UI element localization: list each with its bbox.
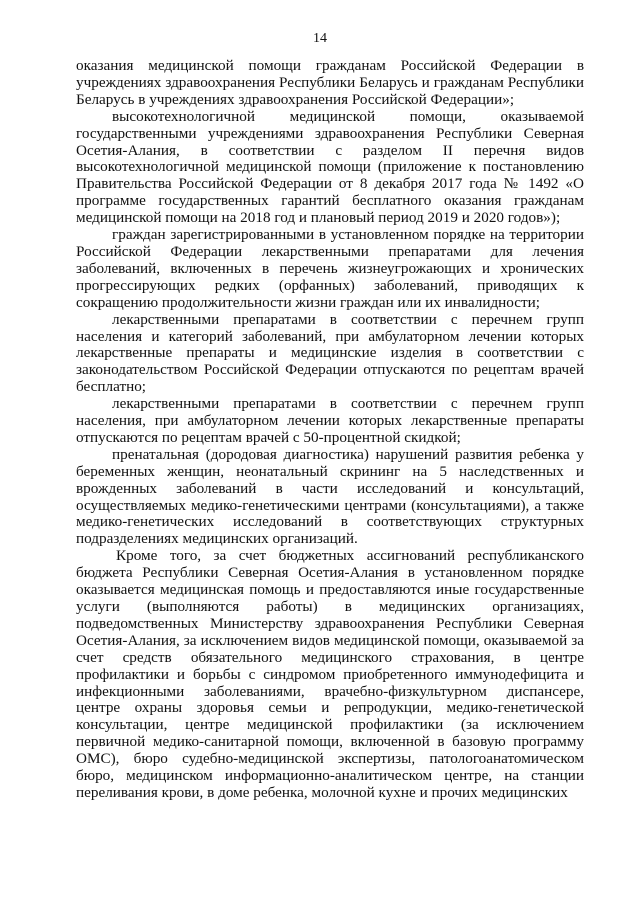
- paragraph-continuation: оказания медицинской помощи гражданам Российской Федерации в учреждениях здравоохранения Республики Беларусь и гражданам Республики Беларусь в учреждениях здравоохранения Российской Федерации»;: [76, 57, 584, 108]
- paragraph-prenatal-diagnostics: пренатальная (дородовая диагностика) нарушений развития ребенка у беременных женщин, неонатальный скрининг на 5 наследственных и врожденных заболеваний в части исследований и консультаций, осуществляемых медико-генетическими центрами (консультациями), а также медико-генетических исследований в соответствующих структурных подразделениях медицинских организаций.: [76, 445, 584, 548]
- paragraph-budget-funding: Кроме того, за счет бюджетных ассигнований республиканского бюджета Республики Северная Осетия-Алания в установленном порядке оказывается медицинская помощь и предоставляются иные государственные услуги (выполняются работы) в медицинских организациях, подведомственных Министерству здравоохранения Республики Северная Осетия-Алания, за исключением видов медицинской помощи, оказываемой за счет средств обязательного медицинского страхования, в центре профилактики и борьбы с синдромом приобретенного иммунодефицита и инфекционными заболеваниями, врачебно-физкультурном диспансере, центре охраны здоровья семьи и репродукции, медико-генетической консультации, центре медицинской профилактики (за исключением первичной медико-санитарной помощи, включенной в базовую программу ОМС), бюро судебно-медицинской экспертизы, патологоанатомическом бюро, медицинском информационно-аналитическом центре, на станции переливания крови, в доме ребенка, молочной кухне и прочих медицинских: [76, 547, 584, 801]
- paragraph-free-prescriptions: лекарственными препаратами в соответствии с перечнем групп населения и категорий заболеваний, при амбулаторном лечении которых лекарственные препараты и медицинские изделия в соответствии с законодательством Российской Федерации отпускаются по рецептам врачей бесплатно;: [76, 310, 584, 396]
- paragraph-high-tech-care: высокотехнологичной медицинской помощи, оказываемой государственными учреждениями здравоохранения Республики Северная Осетия-Алания, в соответствии с разделом II перечня видов высокотехнологичной медицинской помощи (приложение к постановлению Правительства Российской Федерации от 8 декабря 2017 года № 1492 «О программе государственных гарантий бесплатного оказания гражданам медицинской помощи на 2018 год и плановый период 2019 и 2020 годов»);: [76, 107, 584, 227]
- paragraph-discount-prescriptions: лекарственными препаратами в соответствии с перечнем групп населения, при амбулаторном лечении которых лекарственные препараты отпускаются по рецептам врачей с 50-процентной скидкой;: [76, 395, 584, 446]
- paragraph-orphan-diseases: граждан зарегистрированными в установленном порядке на территории Российской Федерации лекарственными препаратами для лечения заболеваний, включенных в перечень жизнеугрожающих и хронических прогрессирующих редких (орфанных) заболеваний, приводящих к сокращению продолжительности жизни граждан или их инвалидности;: [76, 226, 584, 311]
- page-number: 14: [313, 31, 327, 46]
- document-body: [76, 58, 584, 802]
